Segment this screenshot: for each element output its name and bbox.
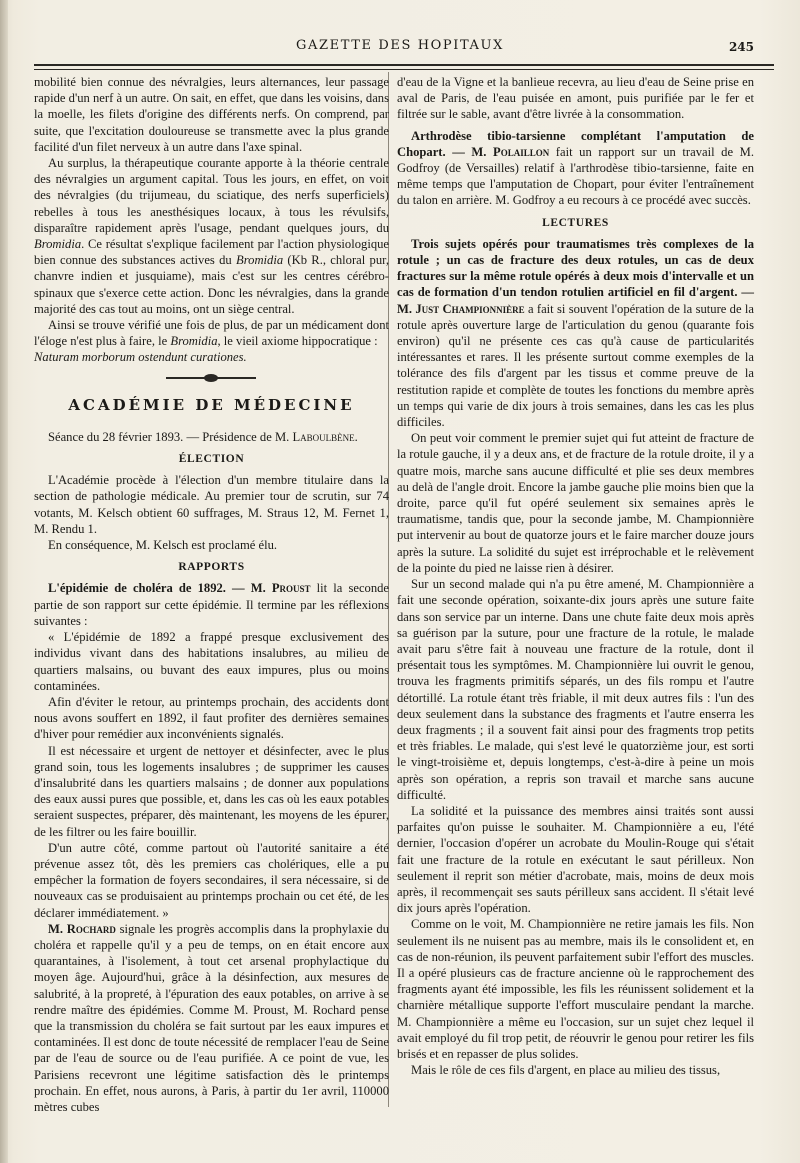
drug-name: Bromidia xyxy=(236,253,284,268)
section-title: ACADÉMIE DE MÉDECINE xyxy=(68,395,355,414)
quote-paragraph: D'un autre côté, comme partout où l'autorité sanitaire a été prévenue assez tôt, dès les premiers cas cholériques, elle a pu empêcher la formation de foyers secondaires, il sera nécessaire, si de nouveaux cas se produisaient au printemps prochain ou cet été, de les déclarer immédiatement. » xyxy=(34,840,389,920)
subsection-heading: LECTURES xyxy=(542,216,609,229)
paragraph: Arthrodèse tibio-tarsienne complétant l'amputation de Chopart. — M. Polaillon fait un rapport sur un travail de M. Godfroy (de Versailles) relatif à l'arthrodèse tibio-tarsienne, faite en même temps que l'amputation de Chopart, pour éviter l'entraînement du talon en arrière. M. Godfroy a eu recours à ce procédé avec succès. xyxy=(397,128,754,208)
paragraph: La solidité et la puissance des membres ainsi traités sont aussi parfaites qu'on puisse le souhaiter. M. Championnière a eu, l'été dernier, l'occasion d'opérer un acrobate du Moulin-Rouge qui s'était fait une fracture de la rotule en exécutant le saut périlleux. Non seulement il reprit son métier d'acrobate, mais, moins de deux mois après, il recommençait ses sauts périlleux sans accident. Il s'était levé dix jours après l'opération. xyxy=(397,803,754,916)
running-title: GAZETTE DES HOPITAUX xyxy=(296,38,504,53)
drug-name: Bromidia xyxy=(34,237,82,252)
latin-axiom: Naturam morborum ostendunt curationes. xyxy=(34,350,247,365)
author-name: M. Just Championnière xyxy=(397,301,525,316)
paragraph: d'eau de la Vigne et la banlieue recevra, au lieu d'eau de Seine prise en aval de Paris, de l'eau puisée en amont, puis purifiée par le fer et filtrée sur le sable, avant d'être livrée à la consommation. xyxy=(397,75,754,122)
page-header xyxy=(28,36,772,58)
subsection-heading: ÉLECTION xyxy=(178,453,245,466)
paragraph: Ainsi se trouve vérifié une fois de plus, de par un médicament dont l'éloge n'est plus à faire, le Bromidia, le vieil axiome hippocratique : xyxy=(34,318,389,349)
drug-name: Bromidia xyxy=(170,334,218,349)
paragraph: Comme on le voit, M. Championnière ne retire jamais les fils. Non seulement ils ne nuisent pas au membre, mais ils le consolident et, en cas de non-réunion, ils peuvent parfaitement subir l'effort des muscles. Il a opéré plusieurs cas de fracture ancienne où le rapprochement des fragments ayant été impossible, les fils les réunissent solidement et la charnière métallique supporte l'effort musculaire pendant la marche. M. Championnière a même eu l'occasion, sur un sujet chez lequel il avait employé du fil trop petit, de réouvrir le genou pour retirer les fils brisés et en repasser de plus solides. xyxy=(397,917,754,1061)
paragraph: Sur un second malade qui n'a pu être amené, M. Championnière a fait une seconde opération, soixante-dix jours après une suture faite dans son service par un interne. Dans une chute faite deux mois après sa guérison par la suture, pour une fracture de la rotule, le malade avait paru s'être fait à nouveau une fracture de la rotule, dont il présentait tous les symptômes. M. Championnière lui ouvrit le genou, trouva les fragments primitifs séparés, un des fils rompu et l'autre détortillé. La rotule étant très friable, il mit deux autres fils : l'un des deux seulement dans la substance des fragments et l'autre enserra les deux fragments ; il a souvent fait ainsi pour des fragments trop petits et très friables. Le malade, qui s'est levé le quatorzième jour, est sorti le vingt-troisième et, depuis longtemps, c'est-à-dire à peine un mois après son opération, a repris son travail et marche sans aucune difficulté. xyxy=(397,577,754,802)
page-number: 245 xyxy=(728,40,754,54)
page-binding-edge xyxy=(0,0,8,1163)
quote-paragraph: « L'épidémie de 1892 a frappé presque exclusivement des individus vivant dans des habitations insalubres, au milieu de quartiers malsains, ou buvant des eaux impures, plus ou moins contaminées. xyxy=(34,630,389,693)
subsection-heading: RAPPORTS xyxy=(178,561,245,574)
session-line: Séance du 28 février 1893. — Présidence de M. Laboulbène. xyxy=(48,429,358,444)
paragraph: En conséquence, M. Kelsch est proclamé élu. xyxy=(48,538,278,553)
quote-paragraph: Il est nécessaire et urgent de nettoyer et désinfecter, avec le plus grand soin, tous les logements insalubres ; de supprimer les causes d'insalubrité dans les quartiers malsains ; de donner aux populations des eaux aussi pures que possible, et, dans les cas où les eaux potables seraient suspectes, préparer, dès maintenant, les moyens de les épurer, de les filtrer ou les faire bouillir. xyxy=(34,743,389,839)
author-name: M. Proust xyxy=(250,581,311,596)
author-name: M. Polaillon xyxy=(471,144,550,159)
section-ornament xyxy=(34,373,389,383)
right-column xyxy=(397,74,754,1078)
article-title: Trois sujets opérés pour traumatismes très complexes de la rotule ; un cas de fracture des deux rotules, un cas de deux fractures sur la même rotule opérés à deux mois d'intervalle et un cas de formation d'un tendon rotulien artificiel en fil d'argent. — xyxy=(397,236,754,300)
quote-paragraph: Afin d'éviter le retour, au printemps prochain, des accidents dont nous avons souffert en 1892, il faut profiter des dernières semaines d'hiver pour remédier aux inconvénients signalés. xyxy=(34,694,389,742)
header-rule xyxy=(34,64,774,70)
paragraph: mobilité bien connue des névralgies, leurs alternances, leur passage rapide d'un nerf à un autre. On sait, en effet, que dans les voisins, dans la moelle, les filets d'origine des différents nerfs. On comprend, par suite, que l'excitation douloureuse se transmette avec la plus grande facilité d'un filet nerveux à un autre dans l'axe spinal. xyxy=(34,75,389,154)
article-title: Arthrodèse tibio-tarsienne complétant l'amputation de Chopart. — xyxy=(397,128,754,159)
paragraph: Trois sujets opérés pour traumatismes très complexes de la rotule ; un cas de fracture des deux rotules, un cas de deux fractures sur la même rotule opérés à deux mois d'intervalle et un cas de formation d'un tendon rotulien artificiel en fil d'argent. — M. Just Championnière a fait si souvent l'opération de la suture de la rotule après ouverture large de l'articulation du genou (quarante fois environ) qu'il ne présente ces cas qu'à cause de particularités intéressantes et rares. Il les présente surtout comme exemples de la tolérance des fils d'argent par les tissus et comme preuve de la restitution rapide et complète de toutes les fonctions du membre après un temps qui varie de dix jours à trois semaines, dans les cas les plus difficiles. xyxy=(397,236,754,430)
paragraph: Au surplus, la thérapeutique courante apporte à la théorie centrale des névralgies un argument capital. Tous les jours, en effet, on voit des névralgies (du trijumeau, du sciatique, des nerfs superficiels) rebelles à tous les anesthésiques locaux, à tous les révulsifs, disparaître rapidement après l'usage, pendant quelques jours, du Bromidia. Ce résultat s'explique facilement par l'action physiologique bien connue des substances actives du Bromidia (Kb R., chloral pur, chanvre indien et jusquiame), mais c'est sur les centres cérébro-spinaux que s'exerce cette action. Donc les névralgies, dans la grande majorité des cas tout au moins, ont un siège central. xyxy=(34,156,389,316)
author-name: M. Rochard xyxy=(48,921,116,936)
paragraph: M. Rochard signale les progrès accomplis dans la prophylaxie du choléra et rappelle qu'il y a peu de temps, on en était encore aux quarantaines, à l'isolement, à tout cet arsenal prophylactique du moyen âge. Aujourd'hui, grâce à la désinfection, aux mesures de salubrité, à la propreté, à l'épuration des eaux potables, on arrive à se rendre maître des épidémies. Comme M. Proust, M. Rochard pense que la transmission du choléra se fait surtout par les eaux impures et contaminées. Il est donc de toute nécessité de remplacer l'eau de Seine par de l'eau de source ou de l'eau purifiée. A ce point de vue, les Parisiens recevront une légitime satisfaction dès le printemps prochain. En effet, nous aurons, à Paris, à partir du 1er avril, 110000 mètres cubes xyxy=(34,921,389,1114)
paragraph: Mais le rôle de ces fils d'argent, en place au milieu des tissus, xyxy=(411,1063,721,1078)
paragraph: On peut voir comment le premier sujet qui fut atteint de fracture de la rotule gauche, il y a deux ans, et de fracture de la rotule droite, il y a quatre mois, marche sans aucune difficulté et plie ses deux membres au delà de l'angle droit. Encore la jambe gauche plie moins bien que la droite, parce qu'il fut opéré seulement six semaines après le traumatisme, tandis que, pour la seconde jambe, M. Championnière put intervenir au bout de quatorze jours et le faire marcher douze jours après la suture. La solidité du sujet est irréprochable et le relèvement de la pointe du pied ne laisse rien à désirer. xyxy=(397,431,754,575)
paragraph: L'Académie procède à l'élection d'un membre titulaire dans la section de pathologie médicale. Au premier tour de scrutin, sur 74 votants, M. Kelsch obtient 60 suffrages, M. Straus 12, M. Fernet 1, M. Rendu 1. xyxy=(34,473,389,536)
left-column xyxy=(34,74,389,1115)
article-title: L'épidémie de choléra de 1892. — xyxy=(48,581,251,596)
paragraph: L'épidémie de choléra de 1892. — M. Proust lit la seconde partie de son rapport sur cette épidémie. Il termine par les réflexions suivantes : xyxy=(34,581,390,628)
